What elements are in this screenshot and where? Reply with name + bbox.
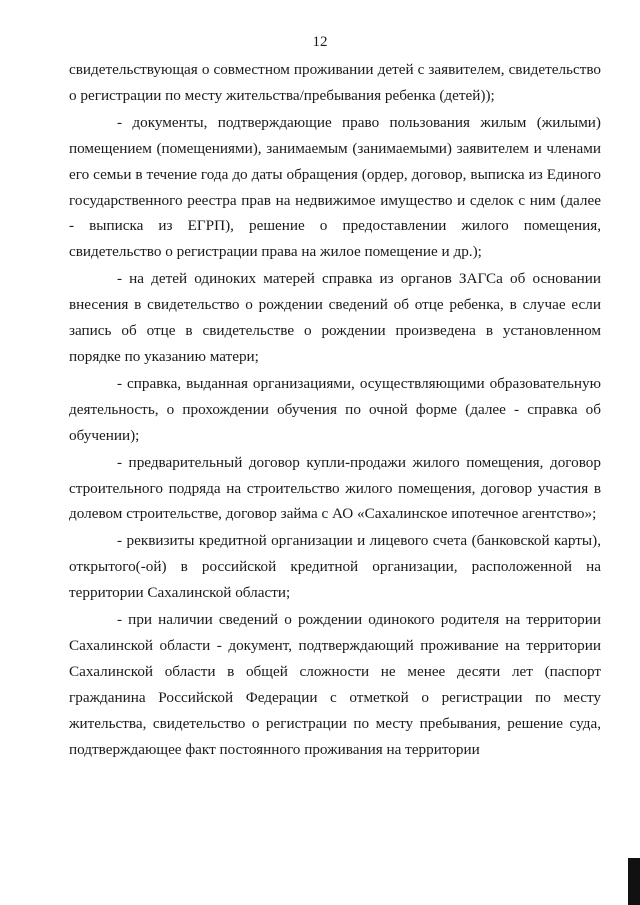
document-body (69, 57, 601, 763)
paragraph: - справка, выданная организациями, осуществляющими образовательную деятельность, о прохождении обучения по очной форме (далее - справка об обучении); (69, 374, 601, 444)
paragraph: - предварительный договор купли-продажи жилого помещения, договор строительного подряда на строительство жилого помещения, договор участия в долевом строительстве, договор займа с АО «Сахалинское ипотечное агентство»; (69, 453, 601, 523)
paragraph: - на детей одиноких матерей справка из органов ЗАГСа об основании внесения в свидетельство о рождении сведений об отце ребенка, в случае если запись об отце в свидетельстве о рождении произведена в установленном порядке по указанию матери; (69, 270, 601, 365)
paragraph: - при наличии сведений о рождении одинокого родителя на территории Сахалинской области - документ, подтверждающий проживание на территории Сахалинской области в общей сложности не менее десяти лет (паспорт гражданина Российской Федерации с отметкой о регистрации по месту жительства, свидетельство о регистрации по месту пребывания, решение суда, подтверждающее факт постоянного проживания на территории (69, 611, 601, 758)
page-number: 12 (312, 34, 328, 50)
paragraph: свидетельствующая о совместном проживании детей с заявителем, свидетельство о регистрации по месту жительства/пребывания ребенка (детей)); (69, 61, 601, 104)
paragraph: - документы, подтверждающие право пользования жилым (жилыми) помещением (помещениями), занимаемым (занимаемыми) заявителем и членами его семьи в течение года до даты обращения (ордер, договор, выписка из Единого государственного реестра прав на недвижимое имущество и сделок с ним (далее - выписка из ЕГРП), решение о предоставлении жилого помещения, свидетельство о регистрации права на жилое помещение и др.); (69, 113, 601, 261)
scan-edge-mark (628, 858, 640, 905)
paragraph: - реквизиты кредитной организации и лицевого счета (банковской карты), открытого(-ой) в российской кредитной организации, расположенной на территории Сахалинской области; (69, 532, 601, 602)
